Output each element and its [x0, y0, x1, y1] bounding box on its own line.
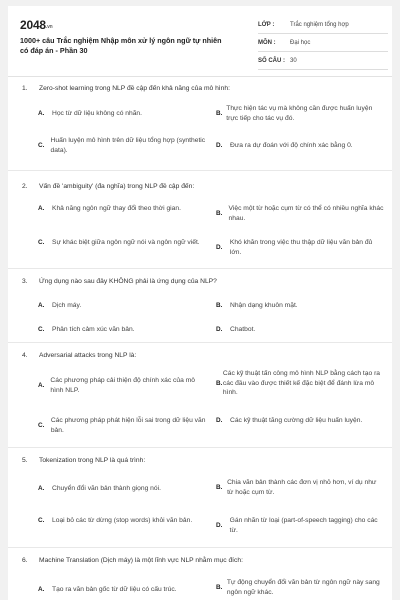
option-d[interactable]: [216, 516, 384, 535]
option-letter: D.: [216, 522, 223, 530]
option-letter: B.: [216, 584, 223, 592]
question-3: [8, 277, 392, 334]
logo-main: 2048: [20, 18, 46, 32]
question-separator: [8, 547, 392, 548]
meta-value: Đại học: [290, 39, 311, 46]
option-letter: D.: [216, 417, 223, 425]
meta-label: MÔN :: [258, 39, 276, 46]
question-1: [8, 84, 392, 154]
option-d[interactable]: [216, 141, 384, 151]
option-letter: C.: [38, 517, 45, 525]
question-number: 6.: [22, 557, 28, 564]
option-text: Học từ dữ liệu không có nhãn.: [52, 110, 143, 117]
document-header: [8, 6, 392, 70]
question-2: [8, 182, 392, 256]
option-text: Các kỹ thuật tăng cường dữ liệu huấn luyện.: [230, 417, 363, 424]
option-text: Huấn luyện mô hình trên dữ liệu tổng hợp (synthetic data).: [50, 137, 206, 154]
option-text: Tạo ra văn bản gốc từ dữ liệu có cấu trúc.: [52, 586, 177, 593]
question-separator: [8, 170, 392, 171]
option-letter: A.: [38, 382, 45, 390]
option-text: Loại bỏ các từ dừng (stop words) khỏi văn bản.: [52, 517, 193, 524]
option-text: Việc một từ hoặc cụm từ có thể có nhiều nghĩa khác nhau.: [228, 205, 384, 222]
option-letter: A.: [38, 110, 45, 118]
option-text: Chuyển đổi văn bản thành giọng nói.: [52, 485, 161, 492]
meta-value: 30: [290, 57, 297, 64]
option-c[interactable]: [38, 238, 206, 248]
option-a[interactable]: [38, 484, 206, 494]
header-divider: [8, 76, 392, 77]
option-c[interactable]: [38, 516, 206, 526]
option-letter: B.: [216, 210, 223, 218]
option-letter: B.: [216, 379, 223, 387]
option-letter: A.: [38, 205, 45, 213]
option-text: Gán nhãn từ loại (part-of-speech tagging) cho các từ.: [229, 517, 378, 534]
question-6: [8, 556, 392, 596]
meta-row-count: [258, 52, 388, 70]
document-title: 1000+ câu Trắc nghiệm Nhập môn xử lý ngôn ngữ tự nhiên có đáp án - Phần 30: [20, 36, 222, 55]
option-d[interactable]: [216, 325, 384, 335]
option-a[interactable]: [38, 585, 206, 595]
option-a[interactable]: [38, 376, 206, 395]
option-text: Khả năng ngôn ngữ thay đổi theo thời gian.: [52, 205, 181, 212]
option-b[interactable]: [216, 301, 384, 311]
option-c[interactable]: [38, 136, 206, 155]
option-letter: A.: [38, 302, 45, 310]
option-text: Dịch máy.: [52, 302, 82, 309]
option-text: Tự động chuyển đổi văn bản từ ngôn ngữ này sang ngôn ngữ khác.: [226, 579, 380, 596]
meta-value: Trắc nghiệm tổng hợp: [290, 21, 349, 28]
question-separator: [8, 268, 392, 269]
option-a[interactable]: [38, 301, 206, 311]
document-meta: [258, 16, 388, 70]
option-letter: B.: [216, 302, 223, 310]
option-letter: A.: [38, 485, 45, 493]
question-number: 3.: [22, 278, 28, 285]
question-number: 4.: [22, 352, 28, 359]
meta-row-class: [258, 16, 388, 34]
option-c[interactable]: [38, 416, 206, 435]
question-text: Ứng dụng nào sau đây KHÔNG phải là ứng dụng của NLP?: [39, 278, 217, 285]
option-letter: B.: [216, 110, 223, 118]
option-letter: D.: [216, 244, 223, 252]
option-text: Các phương pháp cải thiện độ chính xác của mô hình NLP.: [50, 377, 195, 394]
question-separator: [8, 447, 392, 448]
option-b[interactable]: [216, 578, 384, 597]
option-letter: D.: [216, 142, 223, 150]
question-number: 5.: [22, 457, 28, 464]
question-separator: [8, 342, 392, 343]
option-letter: C.: [38, 142, 45, 150]
option-c[interactable]: [38, 325, 206, 335]
option-a[interactable]: [38, 204, 206, 214]
option-d[interactable]: [216, 416, 384, 426]
question-4: [8, 351, 392, 434]
question-text: Zero-shot learning trong NLP đề cập đến khả năng của mô hình:: [39, 85, 230, 92]
question-text: Machine Translation (Dịch máy) là một lĩnh vực NLP nhằm mục đích:: [39, 557, 243, 564]
option-d[interactable]: [216, 238, 384, 257]
question-number: 2.: [22, 183, 28, 190]
document-sheet: [8, 6, 392, 600]
option-letter: D.: [216, 326, 223, 334]
option-text: Khó khăn trong việc thu thập dữ liệu văn bản đủ lớn.: [229, 239, 373, 256]
option-b[interactable]: [216, 204, 384, 223]
option-text: Chatbot.: [230, 326, 256, 333]
option-b[interactable]: [216, 369, 384, 398]
option-text: Thực hiện tác vụ mà không cần được huấn luyện trực tiếp cho tác vụ đó.: [226, 105, 373, 122]
question-5: [8, 456, 392, 534]
option-b[interactable]: [216, 478, 384, 497]
option-text: Chia văn bản thành các đơn vị nhỏ hơn, ví dụ như từ hoặc cụm từ.: [227, 479, 377, 496]
question-text: Adversarial attacks trong NLP là:: [39, 352, 137, 359]
option-text: Các kỹ thuật tấn công mô hình NLP bằng cách tạo ra các đầu vào được thiết kế đặc biệt để đánh lừa mô hình.: [222, 370, 381, 397]
option-a[interactable]: [38, 109, 206, 119]
option-text: Nhận dạng khuôn mặt.: [230, 302, 298, 309]
meta-label: SỐ CÂU :: [258, 57, 285, 64]
option-letter: A.: [38, 586, 45, 594]
question-text: Tokenization trong NLP là quá trình:: [39, 457, 146, 464]
option-b[interactable]: [216, 104, 384, 123]
option-letter: C.: [38, 326, 45, 334]
option-letter: C.: [38, 239, 45, 247]
meta-row-subject: [258, 34, 388, 52]
meta-label: LỚP :: [258, 21, 275, 28]
option-text: Sự khác biệt giữa ngôn ngữ nói và ngôn ngữ viết.: [52, 239, 200, 246]
option-text: Đưa ra dự đoán với độ chính xác bằng 0.: [230, 142, 353, 149]
logo-suffix: .vn: [45, 24, 53, 30]
option-text: Phân tích cảm xúc văn bản.: [52, 326, 135, 333]
option-text: Các phương pháp phát hiện lỗi sai trong dữ liệu văn bản.: [50, 417, 206, 434]
option-letter: B.: [216, 484, 223, 492]
question-number: 1.: [22, 85, 28, 92]
option-letter: C.: [38, 422, 45, 430]
question-text: Vấn đề 'ambiguity' (đa nghĩa) trong NLP đề cập đến:: [39, 183, 195, 190]
